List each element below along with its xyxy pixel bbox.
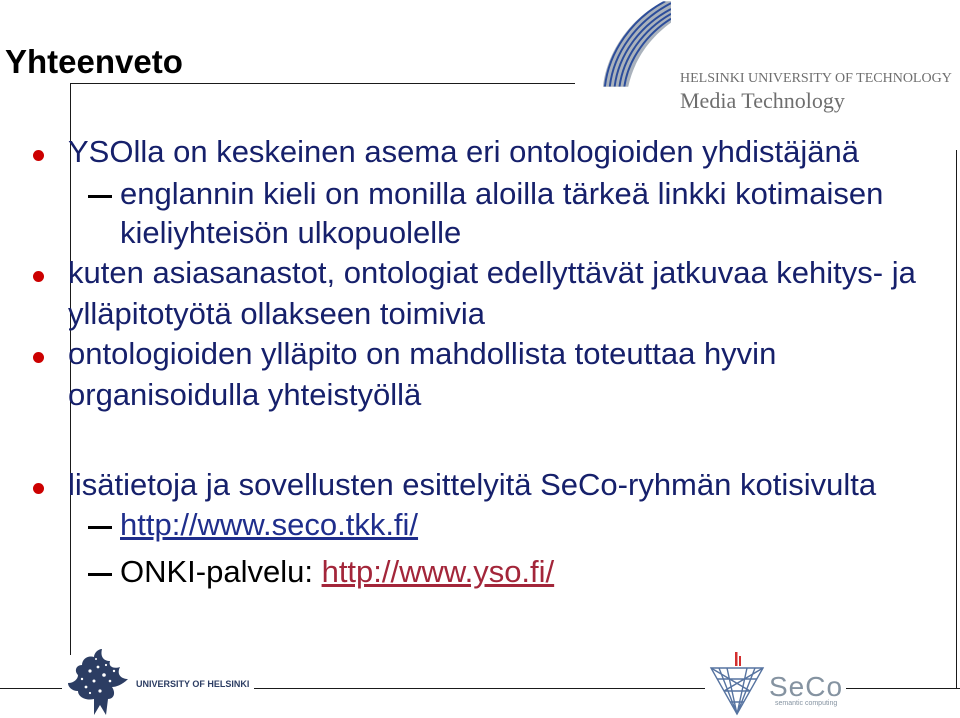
sub-bullet-line — [120, 505, 418, 545]
footer-line-left — [0, 688, 62, 689]
footer-line-right — [846, 688, 960, 689]
sub-bullet-text: englannin kieli on monilla aloilla tärkeä linkki kotimaisen — [120, 176, 884, 211]
seco-wordmark: SeCo — [769, 671, 844, 702]
seco-tagline: semantic computing — [775, 700, 838, 707]
yso-link[interactable]: http://www.yso.fi/ — [321, 554, 555, 589]
sub-bullet-line — [120, 552, 554, 592]
dash-bullet-icon — [88, 573, 112, 576]
dash-bullet-icon — [88, 195, 112, 198]
bullet-text: YSOlla on keskeinen asema eri ontologioiden yhdistäjänä — [68, 134, 859, 169]
frame-right-line — [956, 150, 957, 689]
bullet-text: ylläpitotyötä ollakseen toimivia — [68, 296, 485, 331]
hut-department-name: Media Technology — [680, 88, 845, 113]
onki-service-label: ONKI-palvelu: — [120, 554, 313, 589]
university-of-helsinki-emblem-icon — [66, 647, 130, 717]
university-of-helsinki-wordmark: UNIVERSITY OF HELSINKI — [136, 679, 250, 689]
dash-bullet-icon — [88, 526, 112, 529]
bullet-text: kuten asiasanastot, ontologiat edellyttävät jatkuvaa kehitys- ja — [68, 255, 916, 290]
hut-logo-icon — [601, 0, 671, 88]
hut-university-name: HELSINKI UNIVERSITY OF TECHNOLOGY — [680, 71, 952, 86]
slide-title: Yhteenveto — [5, 43, 183, 80]
bullet-dot-icon — [33, 483, 44, 494]
seco-homepage-link[interactable]: http://www.seco.tkk.fi/ — [120, 507, 419, 542]
sub-bullet-text: kieliyhteisön ulkopuolelle — [120, 215, 462, 250]
bullet-text: ontologioiden ylläpito on mahdollista toteuttaa hyvin — [68, 336, 777, 371]
seco-logo-icon — [708, 652, 766, 716]
bullet-text: lisätietoja ja sovellusten esittelyitä SeCo-ryhmän kotisivulta — [68, 467, 877, 502]
footer-line-middle — [254, 688, 705, 689]
bullet-text: organisoidulla yhteistyöllä — [68, 377, 422, 412]
bullet-dot-icon — [33, 352, 44, 363]
title-underline — [70, 83, 575, 84]
bullet-dot-icon — [33, 271, 44, 282]
bullet-dot-icon — [33, 150, 44, 161]
